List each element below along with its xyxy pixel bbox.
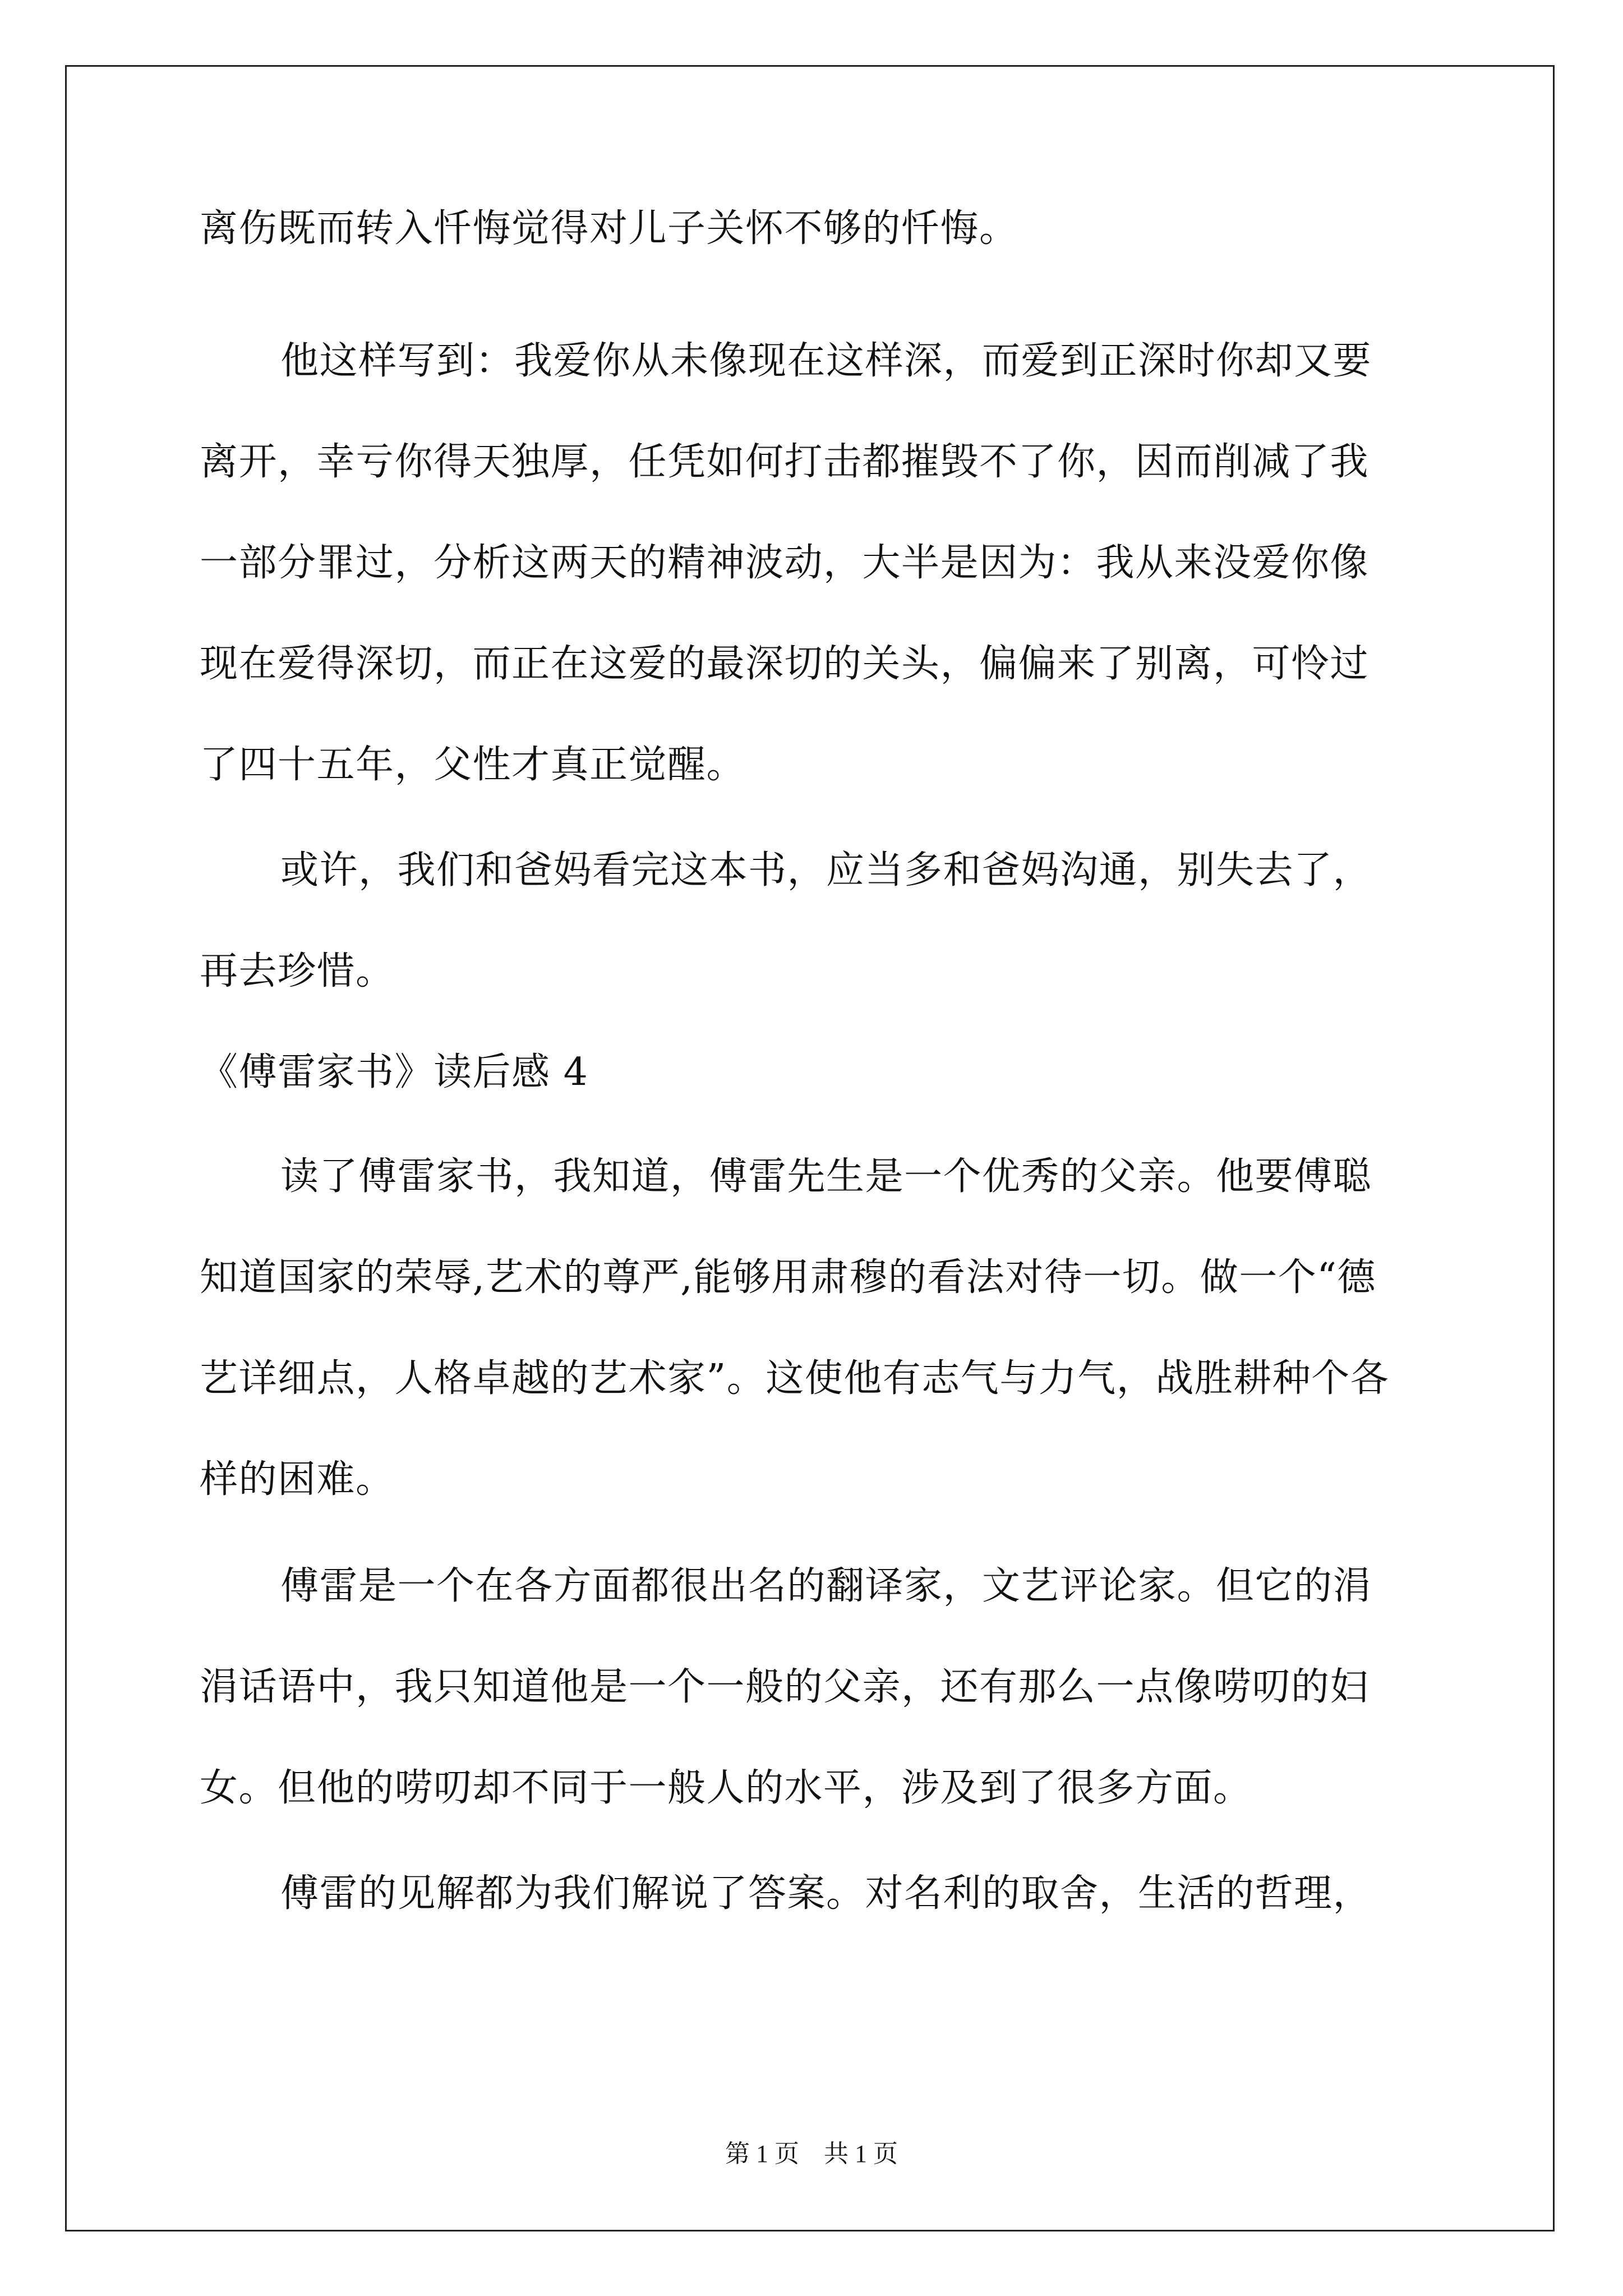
page-footer: 第 1 页 共 1 页 [725, 2140, 898, 2168]
paragraph-line: 他这样写到：我爱你从未像现在这样深，而爱到正深时你却又要 [280, 339, 1372, 383]
paragraph-line: 知道国家的荣辱,艺术的尊严,能够用肃穆的看法对待一切。做一个“德 [200, 1255, 1376, 1300]
paragraph-line: 傅雷的见解都为我们解说了答案。对名利的取舍，生活的哲理， [280, 1871, 1372, 1916]
paragraph-line: 离开，幸亏你得天独厚，任凭如何打击都摧毁不了你，因而削减了我 [200, 440, 1370, 484]
paragraph-line: 了四十五年，父性才真正觉醒。 [200, 743, 746, 787]
section-heading: 《傅雷家书》读后感 4 [200, 1050, 589, 1094]
paragraph-line: 女。但他的唠叨却不同于一般人的水平，涉及到了很多方面。 [200, 1766, 1252, 1810]
paragraph-line: 读了傅雷家书，我知道，傅雷先生是一个优秀的父亲。他要傅聪 [280, 1154, 1372, 1199]
paragraph-line: 或许，我们和爸妈看完这本书，应当多和爸妈沟通，别失去了， [280, 848, 1372, 892]
paragraph-line: 现在爱得深切，而正在这爱的最深切的关头，偏偏来了别离，可怜过 [200, 642, 1370, 686]
paragraph-line: 一部分罪过，分析这两天的精神波动，大半是因为：我从来没爱你像 [200, 541, 1370, 585]
paragraph-line: 傅雷是一个在各方面都很出名的翻译家，文艺评论家。但它的涓 [280, 1564, 1372, 1608]
paragraph-line: 样的困难。 [200, 1457, 395, 1502]
paragraph-line: 涓话语中，我只知道他是一个一般的父亲，还有那么一点像唠叨的妇 [200, 1665, 1370, 1709]
paragraph-line: 艺详细点，人格卓越的艺术家”。这使他有志气与力气，战胜耕种个各 [200, 1356, 1390, 1401]
paragraph-line: 再去珍惜。 [200, 949, 395, 993]
paragraph-line: 离伤既而转入忏悔觉得对儿子关怀不够的忏悔。 [200, 206, 1018, 251]
